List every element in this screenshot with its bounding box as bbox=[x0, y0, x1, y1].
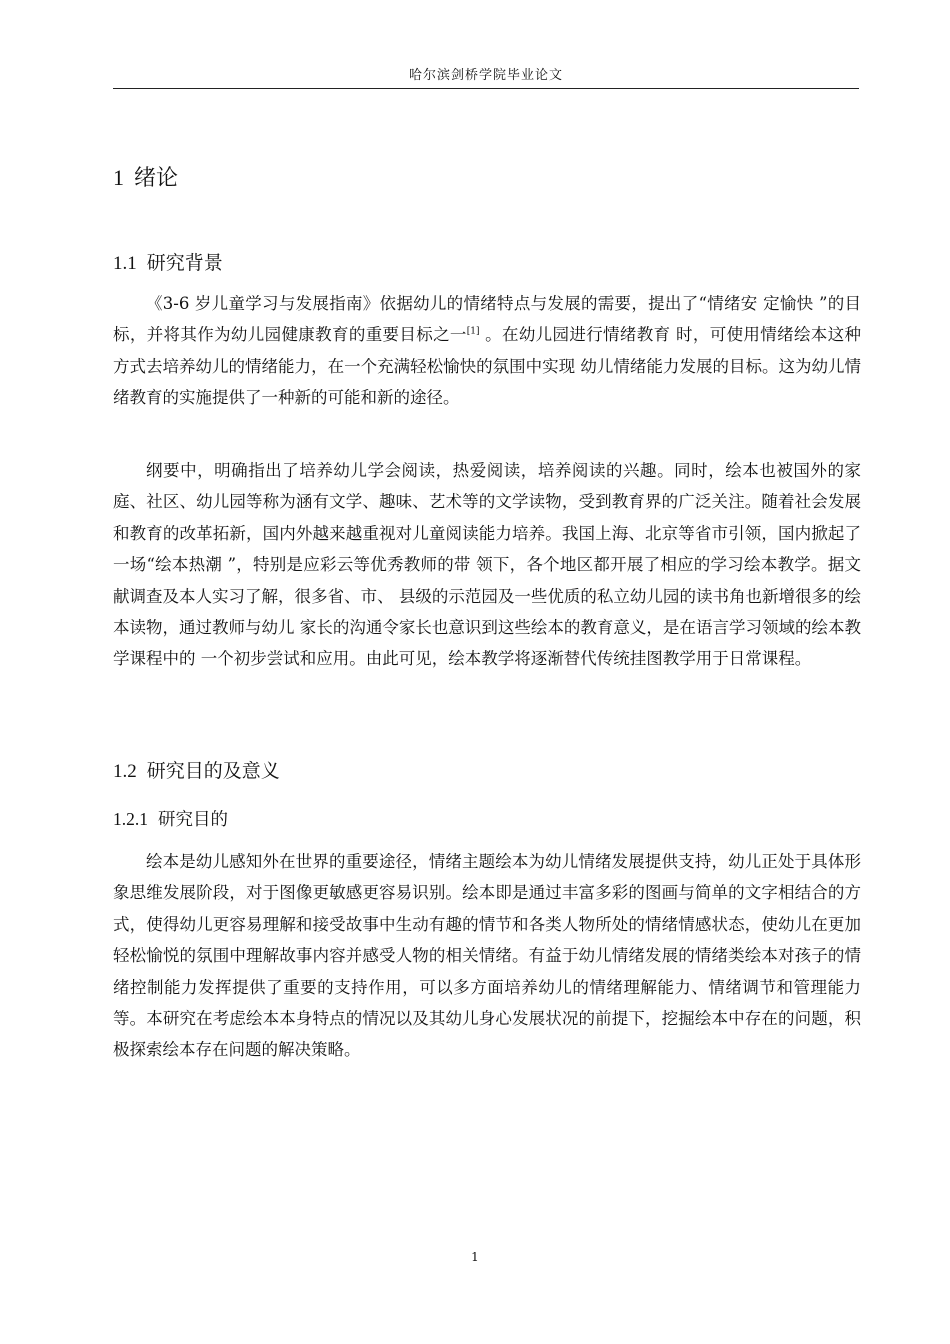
chapter-heading bbox=[113, 161, 178, 192]
paragraph-research-purpose: 绘本是幼儿感知外在世界的重要途径，情绪主题绘本为幼儿情绪发展提供支持，幼儿正处于具体形象思维发展阶段，对于图像更敏感更容易识别。绘本即是通过丰富多彩的图画与简单的文字相结合的方式，使得幼儿更容易理解和接受故事中生动有趣的情节和各类人物所处的情绪情感状态，使幼儿在更加轻松愉悦的氛围中理解故事内容并感受人物的相关情绪。有益于幼儿情绪发展的情绪类绘本对孩子的情绪控制能力发挥提供了重要的支持作用，可以多方面培养幼儿的情绪理解能力、情绪调节和管理能力等。本研究在考虑绘本本身特点的情况以及其幼儿身心发展状况的前提下，挖掘绘本中存在的问题，积极探索绘本存在问题的解决策略。 bbox=[113, 852, 861, 1060]
header-rule bbox=[113, 88, 859, 89]
subsection-number: 1.2.1 bbox=[113, 809, 148, 829]
section-heading-1-1 bbox=[113, 248, 223, 275]
running-header: 哈尔滨剑桥学院毕业论文 bbox=[408, 68, 563, 83]
subsection-title: 研究目的 bbox=[158, 810, 228, 830]
section-title: 研究背景 bbox=[146, 252, 223, 274]
chapter-number: 1 bbox=[113, 165, 124, 190]
section-heading-1-2 bbox=[113, 756, 280, 783]
paragraph-background-1 bbox=[113, 288, 861, 414]
paragraph-background-2: 纲要中，明确指出了培养幼儿学会阅读，热爱阅读，培养阅读的兴趣。同时，绘本也被国外的家庭、社区、幼儿园等称为涵有文学、趣味、艺术等的文学读物，受到教育界的广泛关注。随着社会发展和教育的改革拓新，国内外越来越重视对儿童阅读能力培养。我国上海、北京等省市引领，国内掀起了一场“绘本热潮 ”，特别是应彩云等优秀教师的带 领下，各个地区都开展了相应的学习绘本教学。据文献调查及本人实习了解，很多省、市、 县级的示范园及一些优质的私立幼儿园的读书角也新增很多的绘本读物，通过教师与幼儿 家长的沟通令家长也意识到这些绘本的教育意义，是在语言学习领域的绘本教学课程中的 一个初步尝试和应用。由此可见，绘本教学将逐渐替代传统挂图教学用于日常课程。 bbox=[113, 461, 861, 669]
paragraph-text: 《3-6 岁儿童学习与发展指南》依据幼儿的情绪特点与发展的需要，提出了“情绪安 定愉快 ”的目标，并将其作为幼儿园健康教育的重要目标之一 bbox=[113, 294, 861, 345]
subsection-heading-1-2-1 bbox=[113, 806, 228, 831]
section-title: 研究目的及意义 bbox=[146, 760, 280, 782]
section-number: 1.1 bbox=[113, 253, 137, 274]
section-number: 1.2 bbox=[113, 761, 137, 782]
paragraph-text: 。在幼儿园进行情绪教育 时，可使用情绪绘本这种方式去培养幼儿的情绪能力，在一个充满轻松愉快的氛围中实现 幼儿情绪能力发展的目标。这为幼儿情绪教育的实施提供了一种新的可能和新的途径。 bbox=[113, 325, 861, 408]
page-number: 1 bbox=[471, 1250, 479, 1264]
chapter-title: 绪论 bbox=[134, 166, 179, 191]
citation-marker: [1] bbox=[466, 326, 480, 337]
